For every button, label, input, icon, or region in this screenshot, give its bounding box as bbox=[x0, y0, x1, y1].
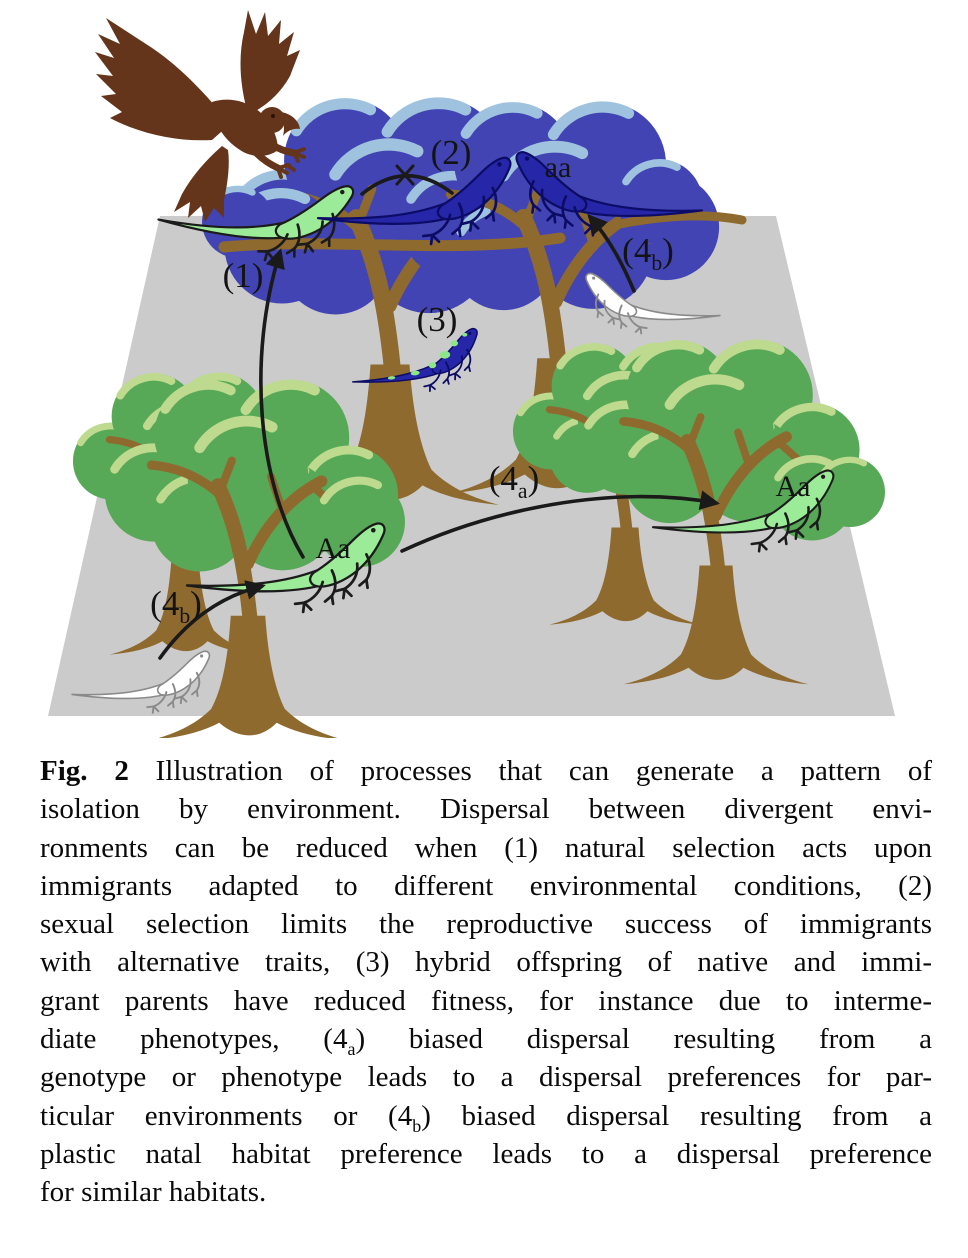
caption-line: ticular environments or $(4_b)$ biased dispersal resulting from a bbox=[40, 1099, 932, 1136]
caption-line: with alternative traits, (3) hybrid offspring of native and immi- bbox=[40, 946, 932, 979]
caption-line: plastic natal habitat preference leads to a dispersal preference bbox=[40, 1137, 932, 1170]
caption-line: diate phenotypes, $(4_a)$ biased dispersal resulting from a bbox=[40, 1023, 932, 1059]
label-2: (2) bbox=[430, 133, 472, 172]
label-4b-top: $(4_b)$ bbox=[622, 231, 674, 275]
caption-line: isolation by environment. Dispersal between divergent envi- bbox=[40, 793, 932, 826]
caption-line: grant parents have reduced fitness, for instance due to interme- bbox=[40, 984, 932, 1017]
genotype-label-Aa-right: Aa bbox=[775, 470, 811, 503]
caption-line: sexual selection limits the reproductive success of immigrants bbox=[40, 908, 932, 941]
label-3: (3) bbox=[416, 300, 458, 339]
caption-line: ronments can be reduced when (1) natural selection acts upon bbox=[40, 831, 932, 864]
label-4b-bottom: $(4_b)$ bbox=[150, 584, 202, 628]
label-1: (1) bbox=[222, 256, 264, 295]
caption-line: Fig. 2 Illustration of processes that can generate a pattern of bbox=[40, 755, 932, 787]
caption-line: for similar habitats. bbox=[40, 1176, 267, 1209]
genotype-label-aa: aa bbox=[544, 151, 572, 184]
caption-line: immigrants adapted to different environmental conditions, (2) bbox=[40, 869, 932, 902]
caption-line: genotype or phenotype leads to a dispersal preferences for par- bbox=[40, 1061, 932, 1094]
label-4a: $(4_a)$ bbox=[488, 459, 540, 503]
figure-caption bbox=[40, 752, 932, 1212]
genotype-label-Aa-left: Aa bbox=[315, 532, 351, 565]
